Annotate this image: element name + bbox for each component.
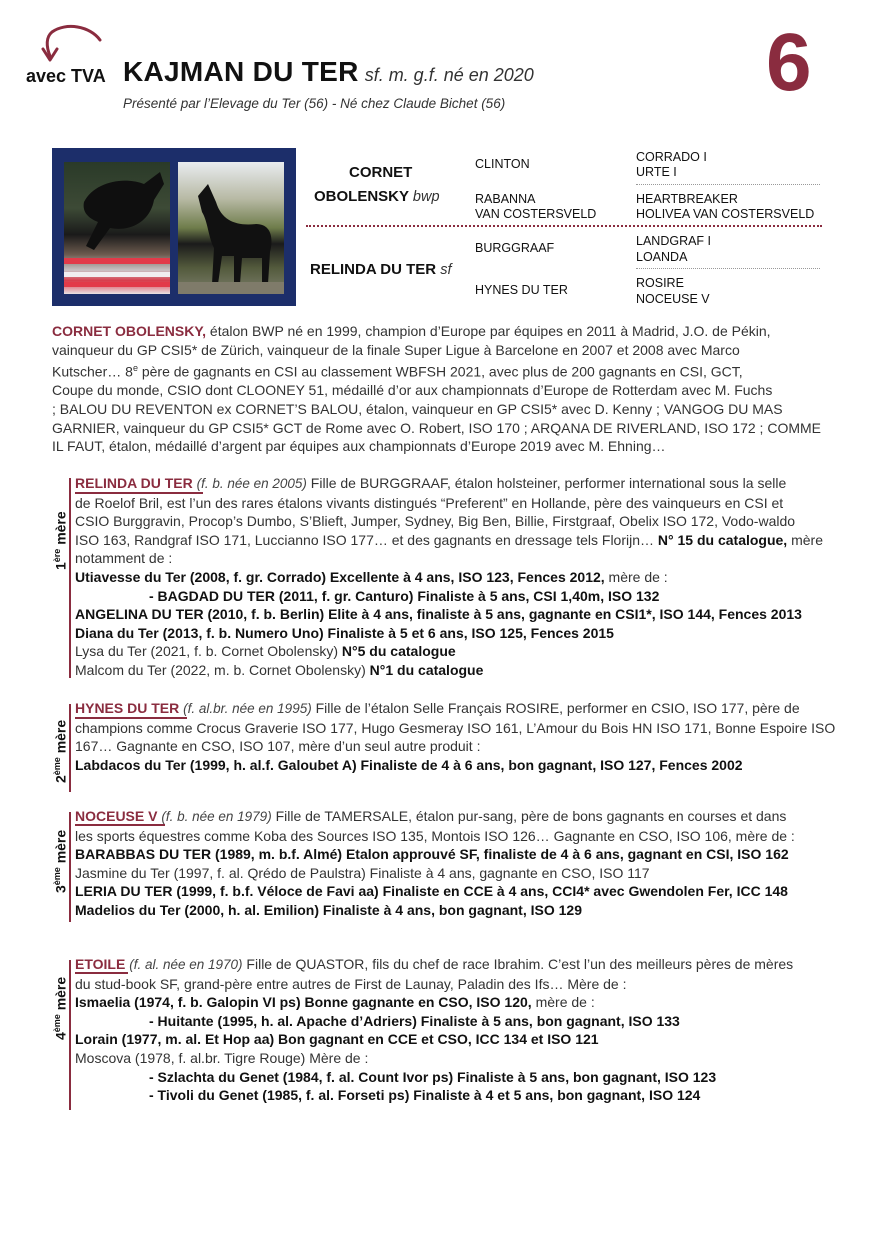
sire-studbook: bwp — [412, 189, 440, 205]
third-dam-line: les sports équestres comme Koba des Sources ISO 135, Montois ISO 126… Gagnante en CSO, ISO 106, mère de : — [75, 827, 795, 844]
ggd-2: HOLIVEA VAN COSTERSVELD — [636, 207, 815, 221]
fourth-dam-intro: Fille de QUASTOR, fils du chef de race Ibrahim. C’est l’un des meilleurs pères de mères — [242, 956, 794, 972]
product-offspring: - Huitante (1995, h. al. Apache d’Adriers) Finaliste à 5 ans, bon gagnant, ISO 133 — [149, 1012, 680, 1029]
photo-frame — [52, 148, 296, 306]
second-dam-name: HYNES DU TER — [75, 700, 180, 716]
first-dam-tail: mère — [787, 531, 823, 548]
curved-arrow-icon — [38, 22, 104, 64]
gen-sup: ème — [52, 867, 62, 886]
sire-desc-line: Coupe du monde, CSIO dont CLOONEY 51, médaillé d’or aux championnats d’Europe de Rotterdam avec M. Fuchs — [52, 382, 773, 399]
product-tail: mère de : — [604, 568, 668, 585]
horse-subtitle: sf. m. g.f. né en 2020 — [364, 65, 534, 85]
presented-by: Présenté par l’Elevage du Ter (56) - Né chez Claude Bichet (56) — [123, 96, 506, 111]
third-dam-meta: (f. b. née en 1979) — [161, 809, 272, 824]
product: Moscova (1978, f. al.br. Tigre Rouge) Mère de : — [75, 1049, 369, 1066]
section-bar — [69, 812, 71, 922]
gen-num: 1 — [52, 562, 69, 570]
first-dam-tail2: notamment de : — [75, 550, 173, 567]
gen-num: 4 — [52, 1032, 69, 1040]
product-tail: mère de : — [531, 994, 595, 1011]
dam-name: RELINDA DU TER — [310, 261, 437, 278]
pedigree-main-divider — [306, 225, 822, 227]
section-bar — [69, 704, 71, 792]
sire-desc-sup: e — [132, 363, 138, 374]
jumping-horse-photo — [64, 162, 170, 294]
sire-name: OBOLENSKY — [314, 188, 409, 205]
ggd-3: LOANDA — [636, 250, 688, 264]
sire-desc-line: étalon BWP né en 1999, champion d’Europe par équipes en 2011 à Madrid, J.O. de Pékin, — [209, 323, 771, 339]
sire-name-line1: CORNET — [349, 164, 413, 181]
product: LERIA DU TER (1999, f. b.f. Véloce de Favi aa) Finaliste en CCE à 4 ans, CCI4* avec Gwendolen Fer, ICC 148 — [75, 883, 788, 900]
sire-description — [52, 322, 822, 456]
fourth-dam-line: du stud-book SF, grand-père entre autres de First de Launay, Paladin des Ifs… Mère de : — [75, 975, 627, 992]
gen-word: mère — [52, 511, 69, 549]
first-dam-intro: Fille de BURGGRAAF, étalon holsteiner, performer international sous la selle — [306, 475, 787, 491]
gen-num: 3 — [52, 885, 69, 893]
sire-desc-line: IL FAUT, étalon, médaillé d’argent par équipes aux championnats d’Europe 2019 avec M. Ehning… — [52, 438, 666, 455]
sire-name-line2 — [314, 188, 440, 205]
product-offspring: - BAGDAD DU TER (2011, f. gr. Canturo) Finaliste à 5 ans, CSI 1,40m, ISO 132 — [149, 587, 660, 604]
product: Jasmine du Ter (1997, f. al. Qrédo de Paulstra) Finaliste à 4 ans, gagnante en CSO, ISO 117 — [75, 864, 650, 881]
sire-desc-fragment: Kutscher… 8 — [52, 363, 133, 380]
ggs-2: HEARTBREAKER — [636, 192, 738, 206]
third-dam-name: NOCEUSE V — [75, 808, 158, 824]
fourth-dam-block — [75, 955, 825, 1105]
product-catalogue: N°1 du catalogue — [365, 661, 484, 678]
fourth-dam-name: ETOILE — [75, 956, 126, 972]
generation-label-3 — [52, 830, 69, 893]
first-dam-catalogue: N° 15 du catalogue, — [654, 531, 788, 548]
sire-desc-line: GARNIER, vainqueur du GP CSI5* GCT de Rome avec O. Robert, ISO 170 ; ARQANA DE RIVERLAND, ISO 172 ; COMME — [52, 419, 821, 436]
product: Labdacos du Ter (1999, h. al.f. Galoubet A) Finaliste de 4 à 6 ans, bon gagnant, ISO 127, Fences 2002 — [75, 756, 743, 773]
second-dam-meta: (f. al.br. née en 1995) — [183, 701, 312, 716]
first-dam-line: CSIO Burggravin, Procop’s Dumbo, S’Blieft, Jumper, Sydney, Big Ben, Billie, Firstgraaf, Obelix ISO 172, Vodo-waldo — [75, 513, 796, 530]
granddam-maternal: HYNES DU TER — [475, 283, 568, 297]
product: Malcom du Ter (2022, m. b. Cornet Obolensky) — [75, 661, 366, 678]
sire-desc-line — [52, 359, 822, 381]
horse-title — [123, 56, 534, 88]
gen-num: 2 — [52, 775, 69, 783]
sire-desc-line: ; BALOU DU REVENTON ex CORNET’S BALOU, étalon, vainqueur en GP CSI5* avec D. Kenny ; VANGOG DU MAS — [52, 401, 783, 418]
dam-name-line — [310, 261, 452, 278]
gen-sup: ème — [52, 757, 62, 776]
first-dam-block — [75, 474, 825, 680]
dam-studbook: sf — [440, 262, 452, 278]
product-offspring: - Tivoli du Genet (1985, f. al. Forseti ps) Finaliste à 4 et 5 ans, bon gagnant, ISO 124 — [149, 1087, 701, 1104]
product-offspring: - Szlachta du Genet (1984, f. al. Count Ivor ps) Finaliste à 5 ans, bon gagnant, ISO 123 — [149, 1068, 717, 1085]
grandsire-maternal: BURGGRAAF — [475, 241, 555, 255]
lot-number: 6 — [766, 17, 812, 108]
gen-word: mère — [52, 976, 69, 1015]
first-dam-meta: (f. b. née en 2005) — [196, 476, 307, 491]
section-bar — [69, 960, 71, 1110]
gen-word: mère — [52, 719, 69, 758]
product: BARABBAS DU TER (1989, m. b.f. Almé) Etalon approuvé SF, finaliste de 4 à 6 ans, gagnant en CSI, ISO 162 — [75, 846, 789, 863]
ggs-1: CORRADO I — [636, 150, 707, 164]
granddam-paternal-line1: RABANNA — [475, 192, 536, 206]
second-dam-line: champions comme Crocus Graverie ISO 177, Hugo Gesmeray ISO 161, L’Amour du Bois HN ISO 171, Bonne Espoire ISO — [75, 719, 836, 736]
ggd-4: NOCEUSE V — [636, 292, 710, 306]
fourth-dam-meta: (f. al. née en 1970) — [129, 957, 243, 972]
product: Ismaelia (1974, f. b. Galopin VI ps) Bonne gagnante en CSO, ISO 120, — [75, 994, 532, 1011]
product: Lorain (1977, m. al. Et Hop aa) Bon gagnant en CCE et CSO, ICC 134 et ISO 121 — [75, 1031, 599, 1048]
product-catalogue: N°5 du catalogue — [338, 643, 456, 660]
sire-desc-name: CORNET OBOLENSKY, — [52, 323, 207, 339]
section-bar — [69, 478, 71, 678]
pedigree-divider — [636, 184, 820, 185]
tva-label: avec TVA — [26, 66, 106, 86]
second-dam-intro: Fille de l’étalon Selle Français ROSIRE, performer en CSIO, ISO 177, père de — [311, 700, 800, 716]
third-dam-block — [75, 807, 825, 920]
gen-sup: ère — [52, 548, 62, 563]
sire-desc-line: vainqueur du GP CSI5* de Zürich, vainqueur de la finale Super Ligue à Barcelone en 2007 et 2008 avec Marco — [52, 341, 740, 358]
first-dam-line: de Roelof Bril, est l’un des rares étalons vivants distingués “Preferent” en Hollande, père des vainqueurs en CSI et — [75, 494, 784, 511]
second-dam-line: 167… Gagnante en CSO, ISO 107, mère d’un seul autre produit : — [75, 738, 481, 755]
ggs-3: LANDGRAF I — [636, 234, 712, 248]
gen-sup: ème — [52, 1014, 62, 1033]
generation-label-4 — [52, 977, 69, 1040]
product: Lysa du Ter (2021, f. b. Cornet Obolensky) — [75, 643, 339, 660]
pedigree-divider — [636, 268, 820, 269]
ggd-1: URTE I — [636, 165, 677, 179]
granddam-paternal-line2: VAN COSTERSVELD — [475, 207, 597, 221]
standing-horse-photo — [178, 162, 284, 294]
first-dam-name: RELINDA DU TER — [75, 475, 193, 491]
gen-word: mère — [52, 829, 69, 868]
sire-desc-fragment: père de gagnants en CSI au classement WBFSH 2021, avec plus de 200 gagnants en CSI, GCT, — [137, 363, 743, 380]
product: Diana du Ter (2013, f. b. Numero Uno) Finaliste à 5 et 6 ans, ISO 125, Fences 2015 — [75, 624, 614, 641]
generation-label-2 — [52, 720, 69, 783]
grandsire-paternal: CLINTON — [475, 157, 530, 171]
product: Madelios du Ter (2000, h. al. Emilion) Finaliste à 4 ans, bon gagnant, ISO 129 — [75, 901, 582, 918]
product: Utiavesse du Ter (2008, f. gr. Corrado) Excellente à 4 ans, ISO 123, Fences 2012, — [75, 568, 605, 585]
product: ANGELINA DU TER (2010, f. b. Berlin) Elite à 4 ans, finaliste à 5 ans, gagnante en CSI1*, ISO 144, Fences 2013 — [75, 606, 802, 623]
generation-label-1 — [52, 511, 69, 570]
horse-name: KAJMAN DU TER — [123, 56, 359, 87]
third-dam-intro: Fille de TAMERSALE, étalon pur-sang, père de bons gagnants en courses et dans — [271, 808, 787, 824]
first-dam-line: ISO 163, Randgraf ISO 171, Luccianno ISO 177… et des gagnants en dressage tels Florijn… — [75, 531, 655, 548]
ggs-4: ROSIRE — [636, 276, 684, 290]
second-dam-block — [75, 699, 836, 774]
